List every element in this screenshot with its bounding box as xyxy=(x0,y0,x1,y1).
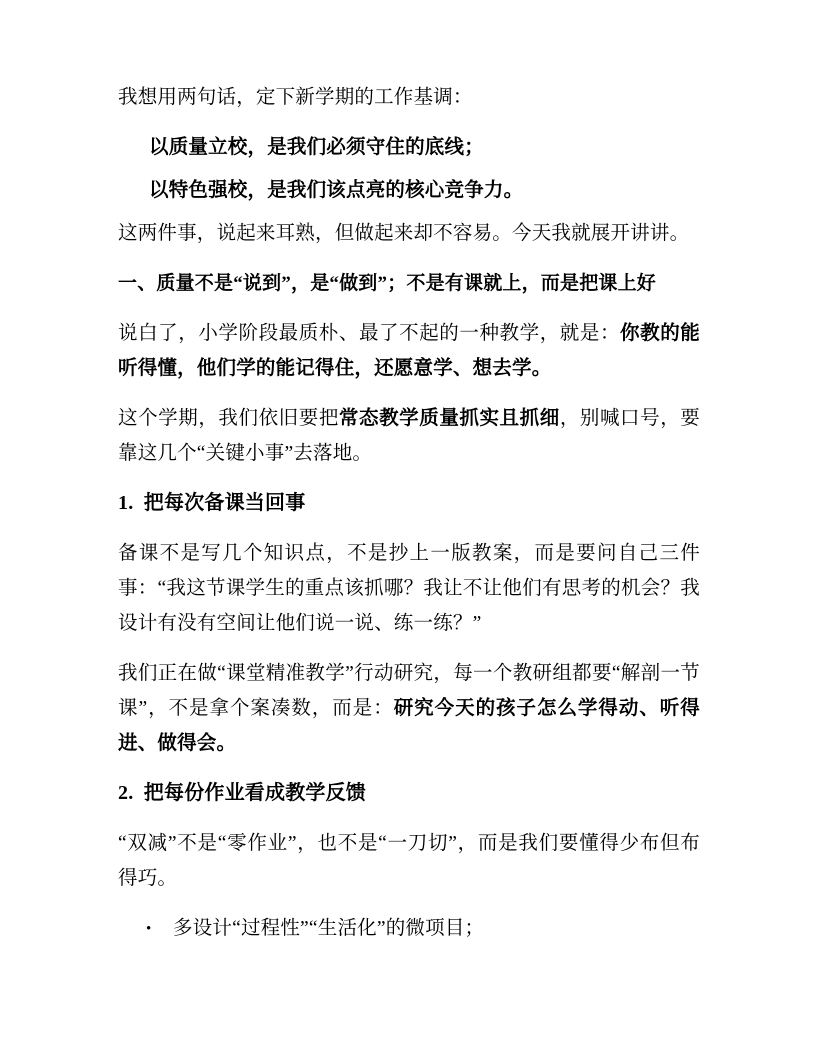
text-run: 这个学期，我们依旧要把 xyxy=(118,408,339,429)
text-run-bold: 一、质量不是“说到”，是“做到”；不是有课就上，而是把课上好 xyxy=(118,273,657,294)
text-run-bold: 1. 把每次备课当回事 xyxy=(118,492,306,514)
text-run: 这两件事，说起来耳熟，但做起来却不容易。今天我就展开讲讲。 xyxy=(118,223,690,244)
text-run-bold: 常态教学质量抓实且抓细 xyxy=(338,408,560,429)
intro-paragraph xyxy=(118,80,700,115)
text-run-bold: 2. 把每份作业看成教学反馈 xyxy=(118,782,366,804)
section-1-heading xyxy=(118,266,700,301)
text-run: “双减”不是“零作业”，也不是“一刀切”，而是我们要懂得少布但布得巧。 xyxy=(118,833,700,889)
text-run-bold: 以质量立校，是我们必须守住的底线； xyxy=(149,137,484,158)
bullet-icon: • xyxy=(146,921,152,937)
subsection-1-paragraph-2 xyxy=(118,656,700,761)
bullet-item-micro-projects xyxy=(146,911,700,947)
text-run-bold: 以特色强校，是我们该点亮的核心竞争力。 xyxy=(149,180,524,201)
text-run: 我想用两句话，定下新学期的工作基调： xyxy=(118,87,473,108)
section-1-paragraph-2 xyxy=(118,401,700,471)
subsection-2-heading xyxy=(118,776,700,811)
section-1-paragraph-1 xyxy=(118,316,700,386)
text-run: 我们正在做“课堂精准教学”行动研究，每一个教研组都要“解剖一节课”，不是拿个案凑数，而是： xyxy=(118,663,700,719)
text-run: 说白了，小学阶段最质朴、最了不起的一种教学，就是： xyxy=(118,323,621,344)
text-run: ，别喊口号，要靠这几个“关键小事”去落地。 xyxy=(118,408,701,464)
subsection-1-heading xyxy=(118,486,700,521)
subsection-1-paragraph xyxy=(118,536,700,641)
text-run: 备课不是写几个知识点，不是抄上一版教案，而是要问自己三件事：“我这节课学生的重点该抓哪？我让不让他们有思考的机会？我设计有没有空间让他们说一说、练一练？” xyxy=(118,543,700,634)
subsection-2-paragraph xyxy=(118,826,700,896)
text-run: 多设计“过程性”“生活化”的微项目； xyxy=(173,918,485,939)
transition-paragraph xyxy=(118,216,700,251)
keynote-line-character xyxy=(149,173,700,208)
document-content xyxy=(118,80,700,947)
keynote-line-quality xyxy=(149,130,700,165)
text-run-bold: 你教的能听得懂，他们学的能记得住，还愿意学、想去学。 xyxy=(118,323,700,379)
text-run-bold: 研究今天的孩子怎么学得动、听得进、做得会。 xyxy=(118,698,700,754)
